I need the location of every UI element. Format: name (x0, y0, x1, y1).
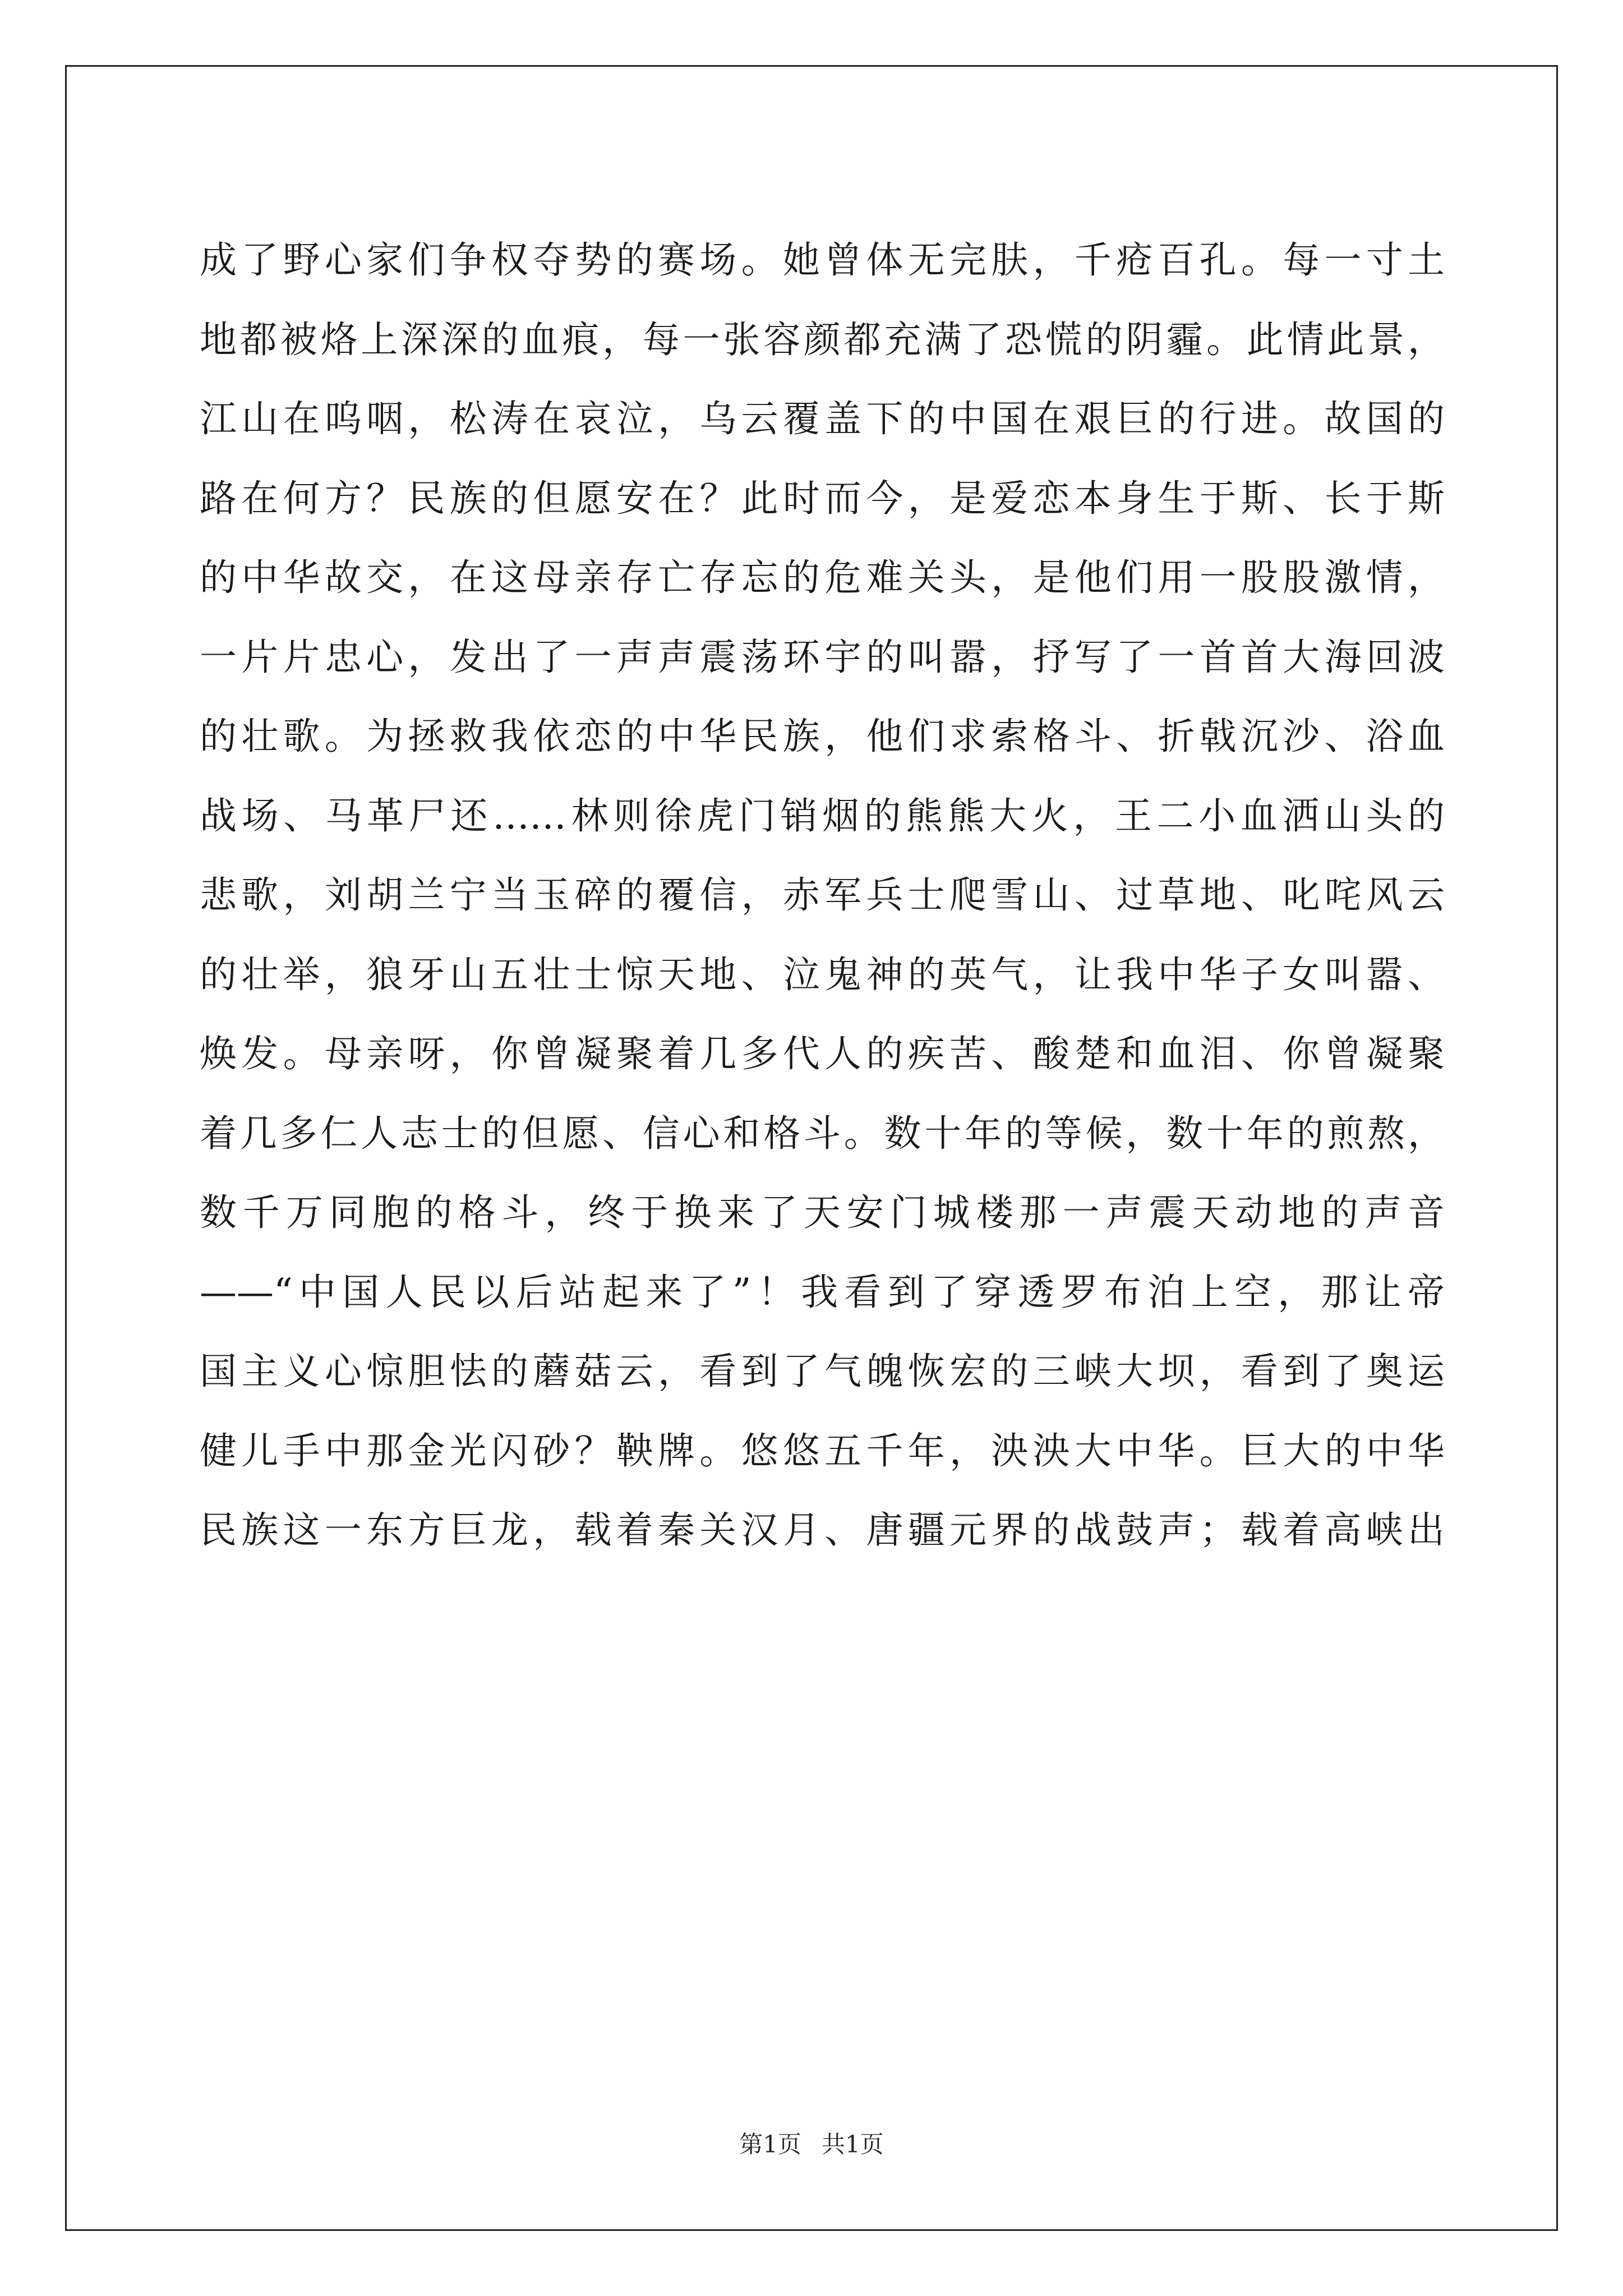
text-line-content: 的壮歌。为拯救我依恋的中华民族，他们求索格斗、折戟沉沙、浴血 (200, 715, 1445, 758)
text-line (200, 300, 1445, 380)
text-line-content: 战场、马革尸还……林则徐虎门销烟的熊熊大火，王二小血洒山头的 (200, 794, 1445, 838)
text-line (200, 1173, 1445, 1253)
page-number-total: 共1页 (822, 2131, 884, 2158)
text-line (200, 1411, 1445, 1491)
text-line-content: 成了野心家们争权夺势的赛场。她曾体无完肤，千疮百孔。每一寸土 (200, 238, 1445, 282)
text-line-content: 焕发。母亲呀，你曾凝聚着几多代人的疾苦、酸楚和血泪、你曾凝聚 (200, 1032, 1445, 1075)
text-line-content: 的壮举，狼牙山五壮士惊天地、泣鬼神的英气，让我中华子女叫嚣、 (200, 953, 1445, 996)
text-line (200, 538, 1445, 618)
text-line-content: 着几多仁人志士的但愿、信心和格斗。数十年的等候，数十年的煎熬， (200, 1111, 1445, 1155)
page-number-current: 第1页 (739, 2131, 801, 2158)
text-line (200, 1014, 1445, 1094)
text-line (200, 855, 1445, 935)
text-line (200, 697, 1445, 776)
page-footer (0, 2126, 1623, 2160)
text-line (200, 379, 1445, 459)
text-line-content: 悲歌，刘胡兰宁当玉碎的覆信，赤军兵士爬雪山、过草地、叱咤风云 (200, 873, 1445, 917)
text-line-content: 路在何方？民族的但愿安在？此时而今，是爱恋本身生于斯、长于斯 (200, 476, 1445, 520)
text-line (200, 1332, 1445, 1411)
text-line (200, 220, 1445, 300)
document-body (200, 220, 1445, 1570)
text-line-content: ——“中国人民以后站起来了”！我看到了穿透罗布泊上空，那让帝 (200, 1270, 1445, 1314)
text-line (200, 618, 1445, 697)
text-line-content: 一片片忠心，发出了一声声震荡环宇的叫嚣，抒写了一首首大海回波 (200, 635, 1445, 679)
text-line-content: 的中华故交，在这母亲存亡存忘的危难关头，是他们用一股股激情， (200, 556, 1445, 599)
text-line (200, 935, 1445, 1015)
text-line-content: 国主义心惊胆怯的蘑菇云，看到了气魄恢宏的三峡大坝，看到了奥运 (200, 1350, 1445, 1393)
text-line-content: 江山在呜咽，松涛在哀泣，乌云覆盖下的中国在艰巨的行进。故国的 (200, 397, 1445, 440)
text-line (200, 1490, 1445, 1570)
text-line (200, 459, 1445, 539)
text-line (200, 1253, 1445, 1332)
text-line-content: 健儿手中那金光闪砂？鞅牌。悠悠五千年，泱泱大中华。巨大的中华 (200, 1429, 1445, 1473)
text-line-content: 地都被烙上深深的血痕，每一张容颜都充满了恐慌的阴霾。此情此景， (200, 318, 1445, 361)
text-line-content: 民族这一东方巨龙，载着秦关汉月、唐疆元界的战鼓声；载着高峡出 (200, 1508, 1445, 1552)
text-line (200, 776, 1445, 856)
text-line-content: 数千万同胞的格斗，终于换来了天安门城楼那一声震天动地的声音 (200, 1191, 1445, 1234)
text-line (200, 1094, 1445, 1174)
